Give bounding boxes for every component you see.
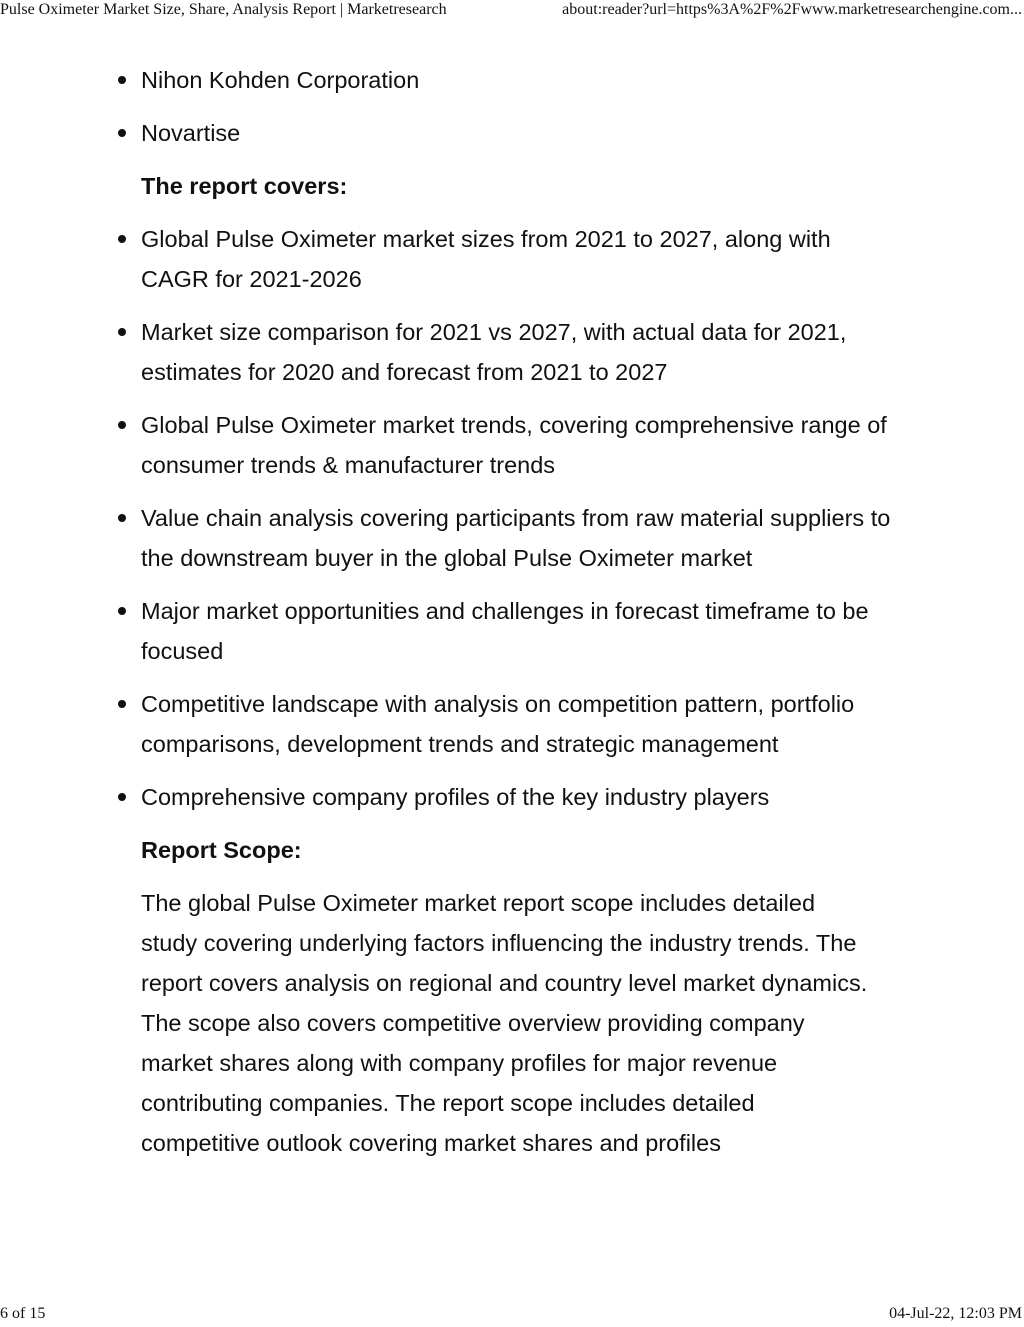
bullet-icon [118,793,126,801]
print-datetime: 04-Jul-22, 12:03 PM [889,1305,1022,1322]
page-number: 6 of 15 [0,1305,46,1322]
section-heading-covers: The report covers: [141,173,348,199]
bullet-icon [118,235,126,243]
list-item [116,405,896,485]
section-heading-scope: Report Scope: [141,837,302,863]
list-item [116,219,896,299]
page-url: about:reader?url=https%3A%2F%2Fwww.marketresearchengine.com... [562,1,1022,18]
print-header [0,1,1024,23]
list-item-text: Global Pulse Oximeter market trends, covering comprehensive range of consumer trends & manufacturer trends [141,412,887,478]
bullet-icon [118,421,126,429]
list-item-text: Value chain analysis covering participants from raw material suppliers to the downstream buyer in the global Pulse Oximeter market [141,505,891,571]
bullet-icon [118,514,126,522]
list-item [116,312,896,392]
list-item [116,591,896,671]
article-content [116,60,896,1163]
list-item-text: Global Pulse Oximeter market sizes from 2021 to 2027, along with CAGR for 2021-2026 [141,226,831,292]
bullet-icon [118,76,126,84]
bullet-icon [118,328,126,336]
list-item-text: Nihon Kohden Corporation [141,67,420,93]
list-item-text: Competitive landscape with analysis on competition pattern, portfolio comparisons, development trends and strategic management [141,691,855,757]
list-item-text: Major market opportunities and challenges in forecast timeframe to be focused [141,598,869,664]
list-item-text: Market size comparison for 2021 vs 2027, with actual data for 2021, estimates for 2020 and forecast from 2021 to 2027 [141,319,847,385]
covers-list [116,219,896,817]
print-footer [0,1305,1024,1327]
list-item-text: Novartise [141,120,241,146]
list-item [116,498,896,578]
list-item [116,777,896,817]
bullet-icon [118,700,126,708]
company-list [116,60,896,153]
list-item [116,113,896,153]
list-item-text: Comprehensive company profiles of the key industry players [141,784,770,810]
scope-paragraph: The global Pulse Oximeter market report scope includes detailed study covering underlying factors influencing the industry trends. The report covers analysis on regional and country level market dynamics. The scope also covers competitive overview providing company market shares along with company profiles for major revenue contributing companies. The report scope includes detailed competitive outlook covering market shares and profiles [141,890,868,1156]
list-item [116,60,896,100]
bullet-icon [118,129,126,137]
bullet-icon [118,607,126,615]
list-item [116,684,896,764]
page-title: Pulse Oximeter Market Size, Share, Analysis Report | Marketresearch [0,1,447,18]
